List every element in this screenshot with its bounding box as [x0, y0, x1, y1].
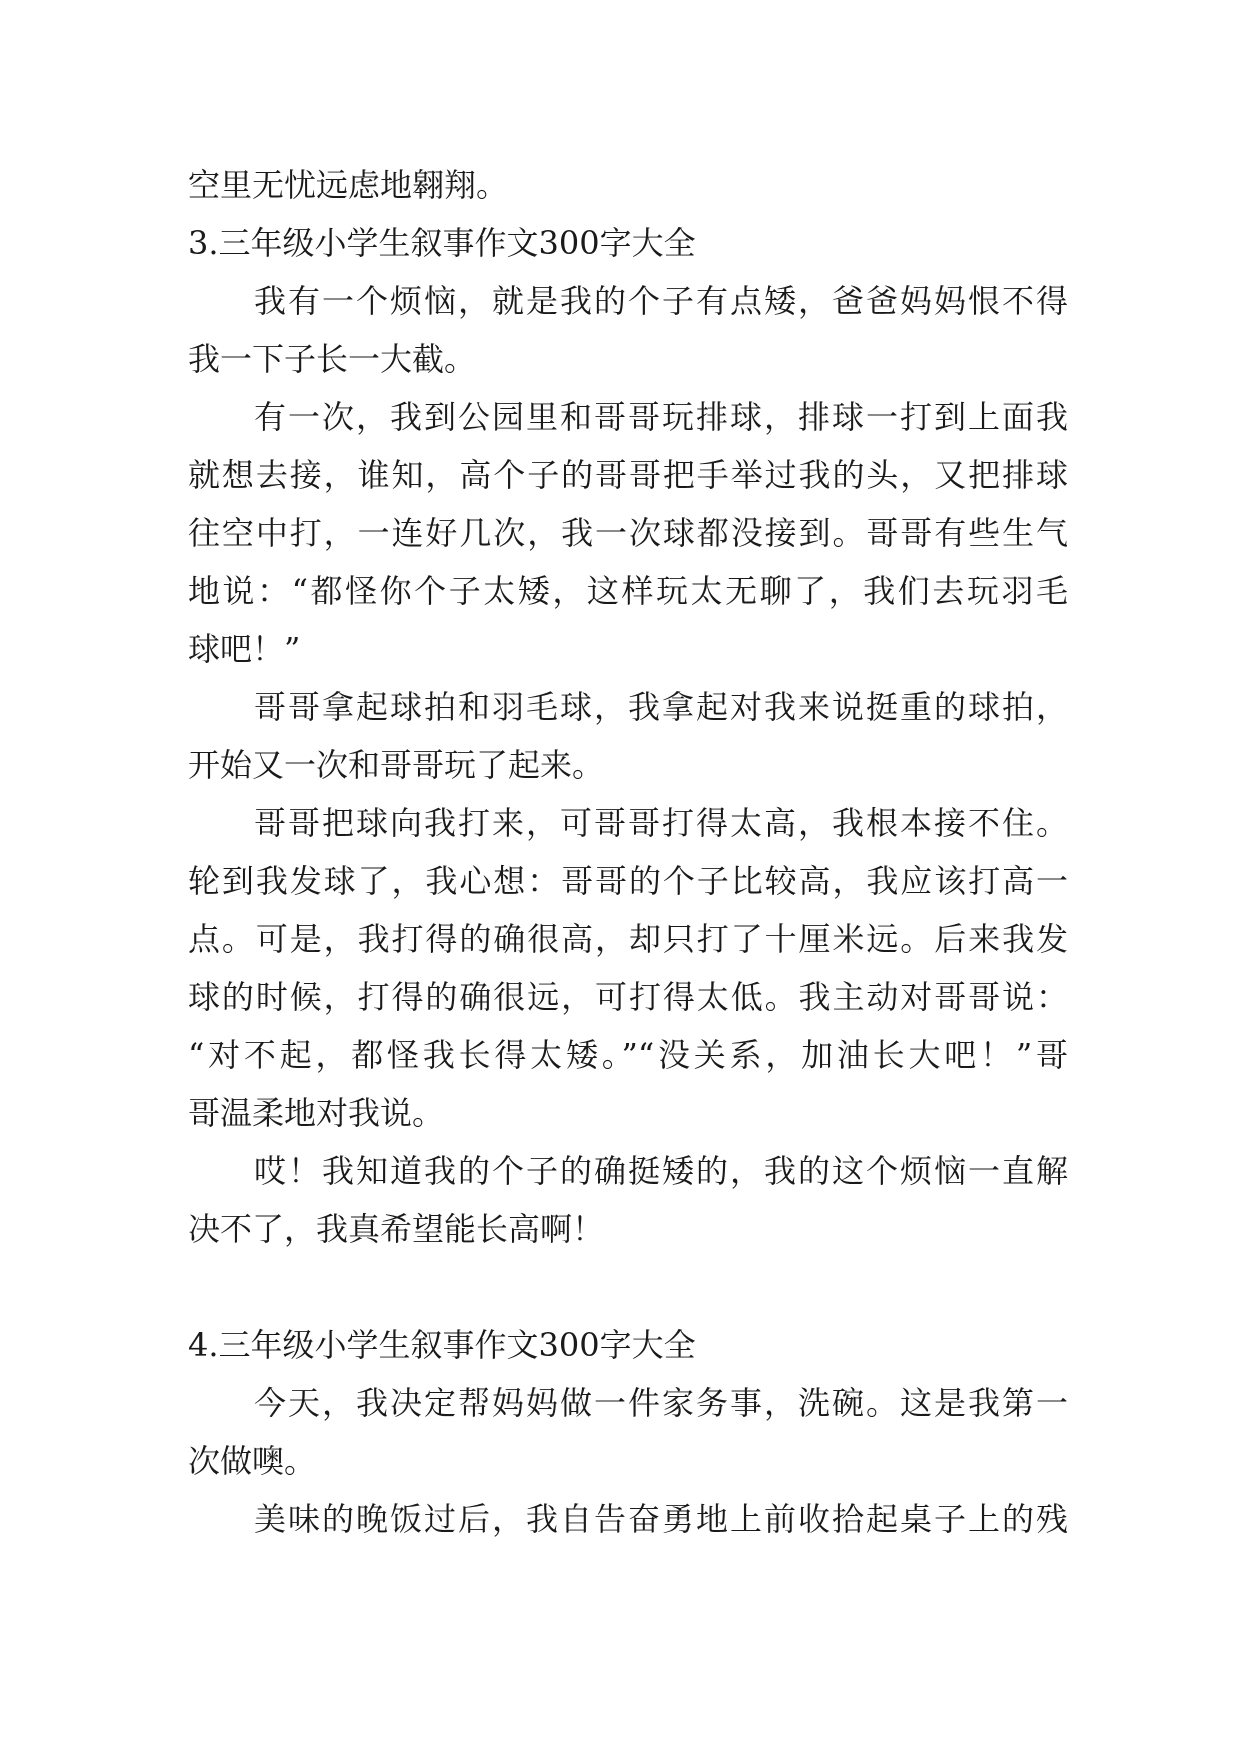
text-line: 点。可是，我打得的确很高，却只打了十厘米远。后来我发 — [188, 920, 1068, 958]
text-line: 哎！我知道我的个子的确挺矮的，我的这个烦恼一直解 — [254, 1152, 1068, 1190]
text-line: 哥哥拿起球拍和羽毛球，我拿起对我来说挺重的球拍， — [254, 688, 1068, 726]
text-line: 哥哥把球向我打来，可哥哥打得太高，我根本接不住。 — [254, 804, 1068, 842]
text-line: “对不起，都怪我长得太矮。”“没关系，加油长大吧！”哥 — [188, 1036, 1068, 1074]
text-line: 球吧！” — [188, 630, 301, 668]
paragraph-gap — [188, 1258, 1068, 1316]
text-line: 决不了，我真希望能长高啊！ — [188, 1210, 605, 1248]
text-line: 球的时候，打得的确很远，可打得太低。我主动对哥哥说： — [188, 978, 1068, 1016]
text-line: 就想去接，谁知，高个子的哥哥把手举过我的头，又把排球 — [188, 456, 1068, 494]
text-line: 轮到我发球了，我心想：哥哥的个子比较高，我应该打高一 — [188, 862, 1068, 900]
text-line: 美味的晚饭过后，我自告奋勇地上前收拾起桌子上的残 — [254, 1500, 1068, 1538]
text-line: 往空中打，一连好几次，我一次球都没接到。哥哥有些生气 — [188, 514, 1068, 552]
text-line: 开始又一次和哥哥玩了起来。 — [188, 746, 605, 784]
text-line: 今天，我决定帮妈妈做一件家务事，洗碗。这是我第一 — [254, 1384, 1068, 1422]
text-line: 空里无忧远虑地翱翔。 — [188, 166, 509, 204]
text-line: 我一下子长一大截。 — [188, 340, 477, 378]
document-body — [188, 156, 1068, 1548]
text-line: 次做噢。 — [188, 1442, 317, 1480]
text-line: 有一次，我到公园里和哥哥玩排球，排球一打到上面我 — [254, 398, 1068, 436]
text-line: 哥温柔地对我说。 — [188, 1094, 445, 1132]
text-line: 我有一个烦恼，就是我的个子有点矮，爸爸妈妈恨不得 — [254, 282, 1068, 320]
section-heading: 3.三年级小学生叙事作文300字大全 — [188, 224, 696, 262]
text-line: 地说：“都怪你个子太矮，这样玩太无聊了，我们去玩羽毛 — [188, 572, 1068, 610]
section-heading: 4.三年级小学生叙事作文300字大全 — [188, 1326, 696, 1364]
